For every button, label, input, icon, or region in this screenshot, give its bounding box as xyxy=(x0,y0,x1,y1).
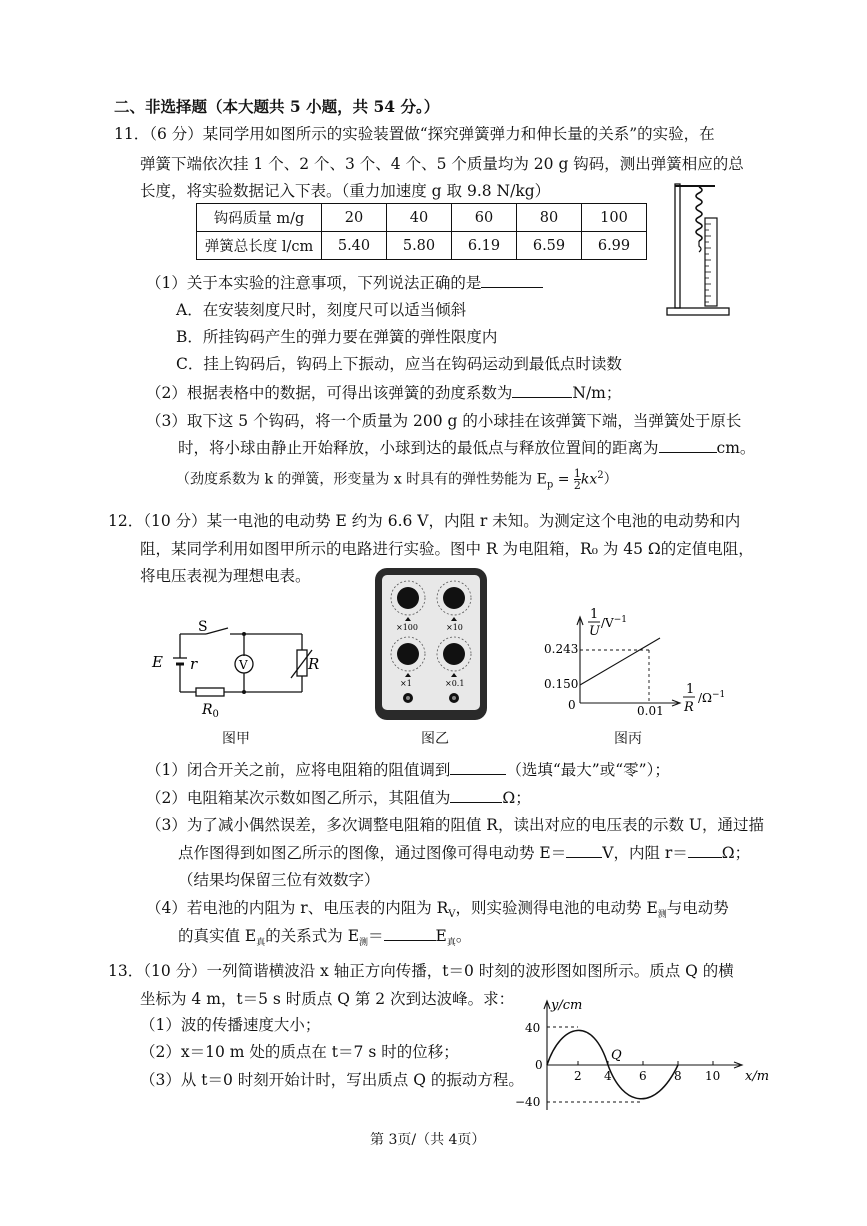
q11-option-c: C．挂上钩码后，钩码上下振动，应当在钩码运动到最低点时读数 xyxy=(176,355,622,373)
q13-line2: 坐标为 4 m，t＝5 s 时质点 Q 第 2 次到达波峰。求： xyxy=(140,990,515,1008)
resistance-box-yi xyxy=(374,567,488,721)
q11-line1: 11．（6 分）某同学用如图所示的实验装置做“探究弹簧弹力和伸长量的关系”的实验，在 xyxy=(114,125,715,143)
q12-sub3-note: （结果均保留三位有效数字） xyxy=(178,871,380,889)
y-tick-0.150: 0.150 xyxy=(544,677,579,691)
table-cell: 钩码质量 m/g xyxy=(197,204,322,232)
dial-x10-label: ×10 xyxy=(446,623,463,632)
spring-apparatus-figure xyxy=(665,178,745,320)
q12-sub3-line1: （3）为了减小偶然误差，多次调整电阻箱的阻值 R，读出对应的电压表的示数 U，通过描 xyxy=(146,816,764,834)
q11-option-a: A．在安装刻度尺时，刻度尺可以适当倾斜 xyxy=(176,301,467,319)
x-axis-unit: $/\Omega^{-1}$ xyxy=(698,690,726,705)
table-row xyxy=(197,232,647,260)
table-cell: 40 xyxy=(387,204,452,232)
q13-sub1: （1）波的传播速度大小； xyxy=(140,1016,321,1034)
dial-x1-label: ×1 xyxy=(400,679,412,688)
table-cell: 弹簧总长度 l/cm xyxy=(197,232,322,260)
origin-label: 0 xyxy=(568,698,576,712)
point-q-label: Q xyxy=(611,1048,622,1063)
q12-line3: 将电压表视为理想电表。 xyxy=(140,567,311,585)
dial-x0.1-label: ×0.1 xyxy=(445,679,465,688)
section-title: 二、非选择题（本大题共 5 小题，共 54 分。） xyxy=(114,97,440,116)
x-axis-label-den: R xyxy=(684,700,694,715)
internal-resistance-label: r xyxy=(190,655,198,673)
q11-sub1: （1）关于本实验的注意事项，下列说法正确的是 xyxy=(146,273,543,293)
x-axis-label-num: 1 xyxy=(686,682,695,697)
table-cell: 5.40 xyxy=(322,232,387,260)
inverse-graph-bing xyxy=(530,605,740,717)
q12-sub3-line2: 点作图得到如图乙所示的图像，通过图像可得电动势 E＝ V，内阻 r＝ Ω； xyxy=(178,844,751,862)
q12-line2: 阻，某同学利用如图甲所示的电路进行实验。图中 R 为电阻箱，R₀ 为 45 Ω的定值电阻， xyxy=(140,540,754,558)
table-cell: 6.59 xyxy=(517,232,582,260)
table-cell: 6.19 xyxy=(452,232,517,260)
dial-x100-label: ×100 xyxy=(396,623,418,632)
table-cell: 60 xyxy=(452,204,517,232)
y-axis-label-den: U xyxy=(589,624,600,639)
circuit-diagram-jia xyxy=(140,620,320,720)
wave-x-axis-label: x/m xyxy=(745,1069,770,1084)
wave-y-tick-top: 40 xyxy=(525,1021,541,1035)
q13-sub3: （3）从 t＝0 时刻开始计时，写出质点 Q 的振动方程。 xyxy=(140,1071,524,1089)
wave-y-axis-label: y/cm xyxy=(551,998,583,1013)
figure-caption-yi: 图乙 xyxy=(421,731,449,747)
q13-sub2: （2）x＝10 m 处的质点在 t＝7 s 时的位移； xyxy=(140,1043,459,1061)
wave-origin: 0 xyxy=(535,1058,543,1072)
table-cell: 100 xyxy=(582,204,647,232)
page-footer: 第 3页/（共 4页） xyxy=(370,1132,486,1148)
wave-x-tick: 8 xyxy=(674,1069,682,1083)
figure-caption-bing: 图丙 xyxy=(614,731,642,747)
q11-sub2: （2）根据表格中的数据，可得出该弹簧的劲度系数为 N/m； xyxy=(146,384,622,402)
wave-graph xyxy=(505,995,775,1115)
wave-x-tick: 4 xyxy=(604,1069,612,1083)
q12-line1: 12．（10 分）某一电池的电动势 E 约为 6.6 V，内阻 r 未知。为测定这个电池的电动势和内 xyxy=(108,512,741,530)
table-cell: 6.99 xyxy=(582,232,647,260)
q11-line2: 弹簧下端依次挂 1 个、2 个、3 个、4 个、5 个质量均为 20 g 钩码，测出弹簧相应的总 xyxy=(140,155,744,173)
resistance-box-label: R xyxy=(308,655,320,673)
switch-label: S xyxy=(198,619,208,635)
q12-sub4-line2: 的真实值 $E_真$的关系式为 $E_测= E_真$。 xyxy=(178,927,472,949)
x-tick-0.01: 0.01 xyxy=(637,704,664,718)
figure-caption-jia: 图甲 xyxy=(222,731,250,747)
table-row xyxy=(197,204,647,232)
y-tick-0.243: 0.243 xyxy=(544,642,579,656)
q11-sub3-line1: （3）取下这 5 个钩码，将一个质量为 200 g 的小球挂在该弹簧下端，当弹簧处于原长 xyxy=(146,412,742,430)
wave-x-tick: 10 xyxy=(705,1069,721,1083)
wave-x-tick: 6 xyxy=(639,1069,647,1083)
wave-x-tick: 2 xyxy=(574,1069,582,1083)
q12-sub2: （2）电阻箱某次示数如图乙所示，其阻值为 Ω； xyxy=(146,789,531,807)
q11-sub3-line2: 时，将小球由静止开始释放，小球到达的最低点与释放位置间的距离为 cm。 xyxy=(178,439,756,457)
y-axis-label-num: 1 xyxy=(590,607,599,622)
q12-sub4-line1: （4）若电池的内阻为 r、电压表的内阻为 $R_V$，则实验测得电池的电动势 $E_测$与电动势 xyxy=(146,899,729,921)
voltmeter-label: V xyxy=(239,658,248,672)
q11-note: （劲度系数为 k 的弹簧，形变量为 x 时具有的弹性势能为 $E_p$ = $\frac{1}{2}$ $kx^2$） xyxy=(176,467,618,493)
q11-option-b: B．所挂钩码产生的弹力要在弹簧的弹性限度内 xyxy=(176,328,498,346)
table-cell: 5.80 xyxy=(387,232,452,260)
y-axis-unit: $/V^{-1}$ xyxy=(601,615,627,630)
q11-data-table xyxy=(196,203,647,260)
q13-line1: 13．（10 分）一列简谐横波沿 x 轴正方向传播，t＝0 时刻的波形图如图所示。质点 Q 的横 xyxy=(108,962,734,980)
table-cell: 20 xyxy=(322,204,387,232)
q11-line3: 长度，将实验数据记入下表。（重力加速度 g 取 9.8 N/kg） xyxy=(140,182,551,200)
wave-y-tick-bottom: −40 xyxy=(515,1095,541,1109)
table-cell: 80 xyxy=(517,204,582,232)
emf-label: E xyxy=(152,653,163,671)
r0-label: $R_0$ xyxy=(202,702,219,720)
q12-sub1: （1）闭合开关之前，应将电阻箱的阻值调到 （选填“最大”或“零”）； xyxy=(146,761,670,779)
